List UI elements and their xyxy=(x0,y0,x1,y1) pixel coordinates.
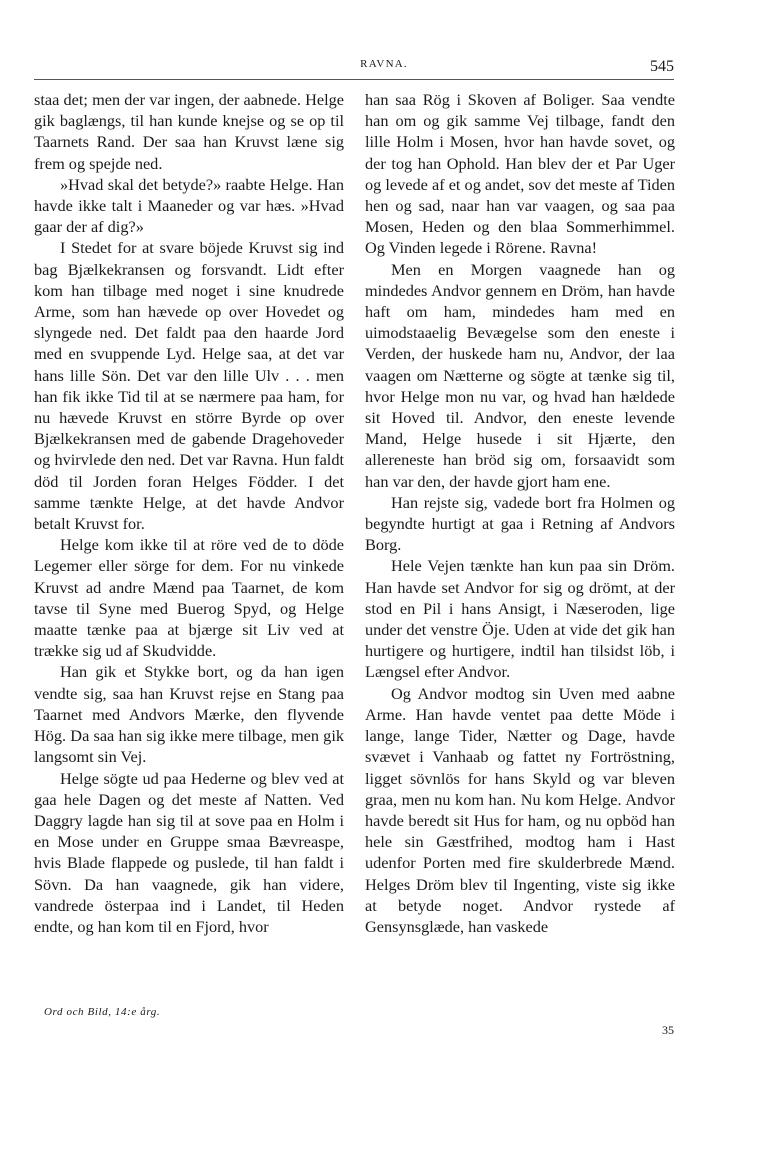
paragraph: »Hvad skal det betyde?» raabte Helge. Han havde ikke talt i Maaneder og var hæs. »Hvad gaar der af dig?» xyxy=(34,174,344,237)
footer-signature: 35 xyxy=(662,1023,674,1037)
paragraph: staa det; men der var ingen, der aabnede. Helge gik baglængs, til han kunde knejse og se op til Taarnets Rand. Der saa han Kruvst læne sig frem og spejde ned. xyxy=(34,90,344,173)
paragraph: han saa Rög i Skoven af Boliger. Saa vendte han om og gik samme Vej tilbage, fandt den lille Holm i Mosen, hvor han havde sovet, og der tog han Ophold. Han blev der et Par Uger og levede af et og andet, sov det meste af Tiden hen og sad, naar han var vaagen, og saa paa Mosen, Heden og den blaa Sommerhimmel. Og Vinden legede i Rörene. Ravna! xyxy=(365,90,675,258)
header-rule xyxy=(34,79,674,80)
paragraph: Han gik et Stykke bort, og da han igen vendte sig, saa han Kruvst rejse en Stang paa Taarnet med Andvors Mærke, den flyvende Hög. Da saa han sig ikke mere tilbage, men gik langsomt sin Vej. xyxy=(34,662,344,767)
left-column xyxy=(34,89,344,937)
right-column xyxy=(365,89,675,937)
paragraph: Helge kom ikke til at röre ved de to döde Legemer eller sörge for dem. For nu vinkede Kruvst ad andre Mænd paa Taarnet, de kom tavse til Syne med Buerog Spyd, og Helge maatte tænke paa at bjærge sit Liv ved at trække sig ud af Skudvidde. xyxy=(34,535,344,661)
header-title: RAVNA. xyxy=(360,58,408,70)
paragraph: Han rejste sig, vadede bort fra Holmen og begyndte hurtigt at gaa i Retning af Andvors Borg. xyxy=(365,492,675,555)
footer-source: Ord och Bild, 14:e årg. xyxy=(44,1006,161,1018)
page-number: 545 xyxy=(650,58,674,75)
paragraph: I Stedet for at svare böjede Kruvst sig ind bag Bjælkekransen og forsvandt. Lidt efter kom han tilbage med noget i sine knudrede Arme, som han hævede op over Hovedet og slyngede ned. Det faldt paa den haarde Jord med en svuppende Lyd. Helge saa, at det var hans lille Sön. Det var den lille Ulv . . . men han fik ikke Tid til at se nærmere paa ham, for nu hævede Kruvst en större Byrde op over Bjælkekransen med de gabende Dragehoveder og hvirvlede den ned. Det var Ravna. Hun faldt död til Jorden foran Helges Födder. I det samme tænkte Helge, at det havde Andvor betalt Kruvst for. xyxy=(34,238,344,534)
paragraph: Hele Vejen tænkte han kun paa sin Dröm. Han havde set Andvor for sig og drömt, at der stod en Pil i hans Ansigt, i Næseroden, lige under det venstre Öje. Uden at vide det gik han hurtigere og hurtigere, indtil han tilsidst löb, i Længsel efter Andvor. xyxy=(365,556,675,682)
paragraph: Og Andvor modtog sin Uven med aabne Arme. Han havde ventet paa dette Möde i lange, lange Tider, Nætter og Dage, havde svævet i Vanhaab og fattet ny Fortröstning, ligget sövnlös for hans Skyld og var bleven graa, men nu kom han. Nu kom Helge. Andvor havde beredt sit Hus for ham, og nu opböd han hele sin Gæstfrihed, modtog ham i Hast udenfor Porten med fire skulderbrede Mænd. Helges Dröm blev til Ingenting, viste sig ikke at betyde noget. Andvor rystede af Gensynsglæde, han vaskede xyxy=(365,683,675,936)
paragraph: Men en Morgen vaagnede han og mindedes Andvor gennem en Dröm, han havde haft om ham, mindedes ham med en uimodstaaelig Bevægelse som den eneste i Verden, der huskede ham nu, Andvor, der laa vaagen om Nætterne og sögte at tænke sig til, hvor Helge mon nu var, og hvad han hældede sit Hoved til. Andvor, den eneste levende Mand, Helge husede i sit Hjærte, den allereneste han bröd sig om, forsaavidt som han var den, der havde gjort ham ene. xyxy=(365,259,675,491)
paragraph: Helge sögte ud paa Hederne og blev ved at gaa hele Dagen og det meste af Natten. Ved Daggry lagde han sig til at sove paa en Holm i en Mose under en Gruppe smaa Bævreaspe, hvis Blade flappede og puslede, til han faldt i Sövn. Da han vaagnede, gik han videre, vandrede österpaa ind i Landet, til Heden endte, og han kom til en Fjord, hvor xyxy=(34,768,344,936)
